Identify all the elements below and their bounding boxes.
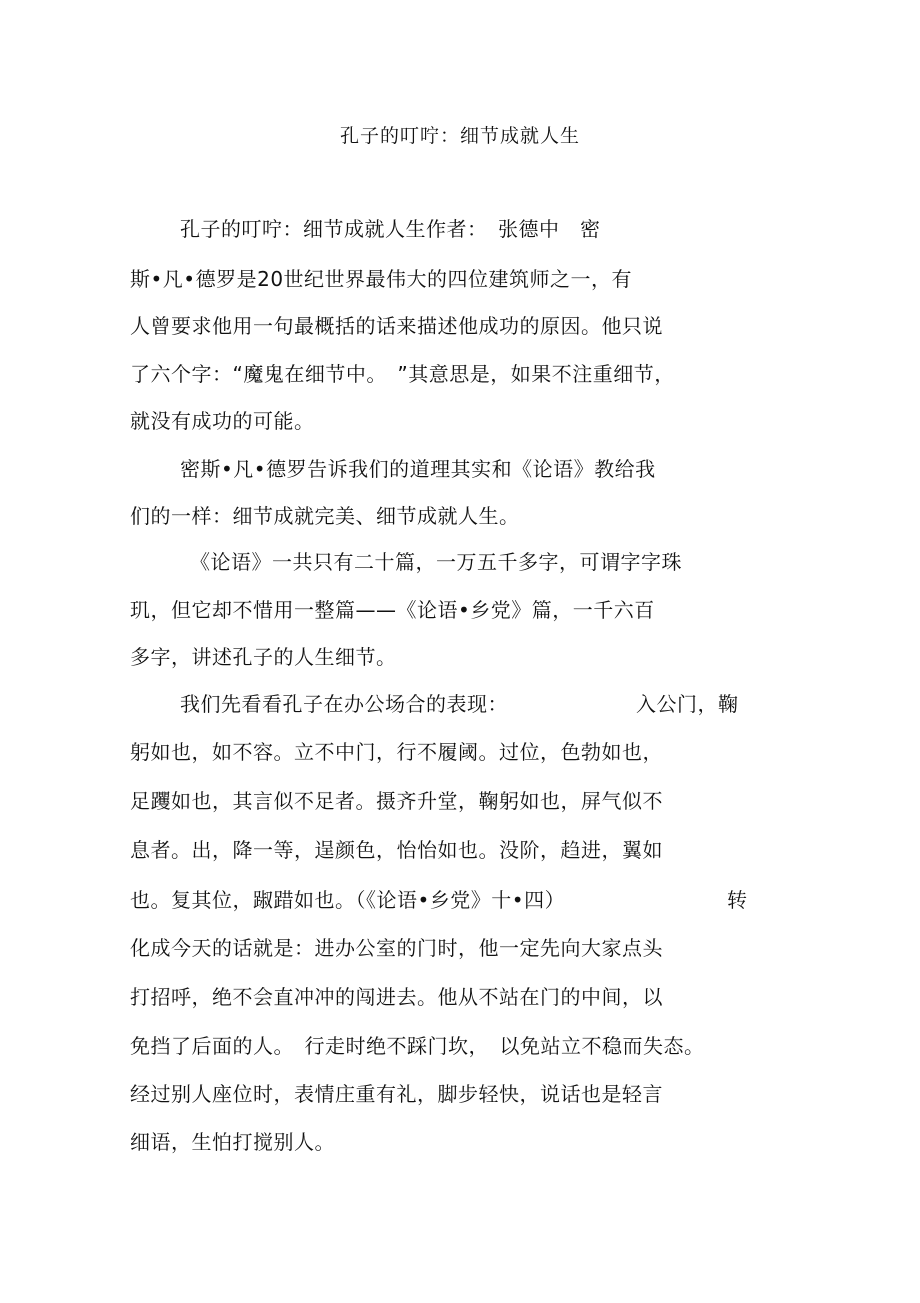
text-line: 也。复其位，踧踖如也。（《论语•乡党》十•四）	[130, 888, 566, 912]
document-title: 孔子的叮咛：细节成就人生	[339, 125, 580, 147]
text-line: 经过别人座位时，表情庄重有礼，脚步轻快，说话也是轻言	[130, 1082, 663, 1106]
text-line: 躬如也，如不容。立不中门，行不履阈。过位，色勃如也，	[130, 740, 663, 764]
text-line: 们的一样：细节成就完美、细节成就人生。	[130, 504, 520, 528]
text-line: 玑，但它却不惜用一整篇——《论语•乡党》篇，一千六百	[130, 598, 655, 622]
text-line: 息者。出，降一等，逞颜色，怡怡如也。没阶，趋进，翼如	[130, 838, 663, 862]
text-line: 入公门，鞠	[636, 692, 739, 716]
text-line: 就没有成功的可能。	[130, 409, 315, 433]
text-line: 斯•凡•德罗是20世纪世界最伟大的四位建筑师之一，有	[130, 267, 633, 291]
text-line: 密斯•凡•德罗告诉我们的道理其实和《论语》教给我	[180, 457, 656, 481]
text-line: 免挡了后面的人。 行走时绝不踩门坎， 以免站立不稳而失态。	[130, 1034, 705, 1058]
text-line: 《论语》一共只有二十篇，一万五千多字，可谓字字珠	[190, 550, 682, 574]
text-line: 打招呼，绝不会直冲冲的闯进去。他从不站在门的中间，以	[130, 985, 663, 1009]
text-line: 转	[727, 888, 748, 912]
text-line: 细语，生怕打搅别人。	[130, 1130, 335, 1154]
text-line: 人曾要求他用一句最概括的话来描述他成功的原因。他只说	[130, 314, 663, 338]
text-line: 化成今天的话就是：进办公室的门时，他一定先向大家点头	[130, 936, 663, 960]
text-line: 孔子的叮咛：细节成就人生作者： 张德中 密	[180, 217, 601, 241]
text-line: 了六个字：“魔鬼在细节中。 ”其意思是，如果不注重细节，	[130, 362, 675, 386]
text-line: 多字，讲述孔子的人生细节。	[130, 645, 397, 669]
text-line: 足躩如也，其言似不足者。摄齐升堂，鞠躬如也，屏气似不	[130, 789, 663, 813]
text-line: 我们先看看孔子在办公场合的表现：	[180, 692, 508, 716]
